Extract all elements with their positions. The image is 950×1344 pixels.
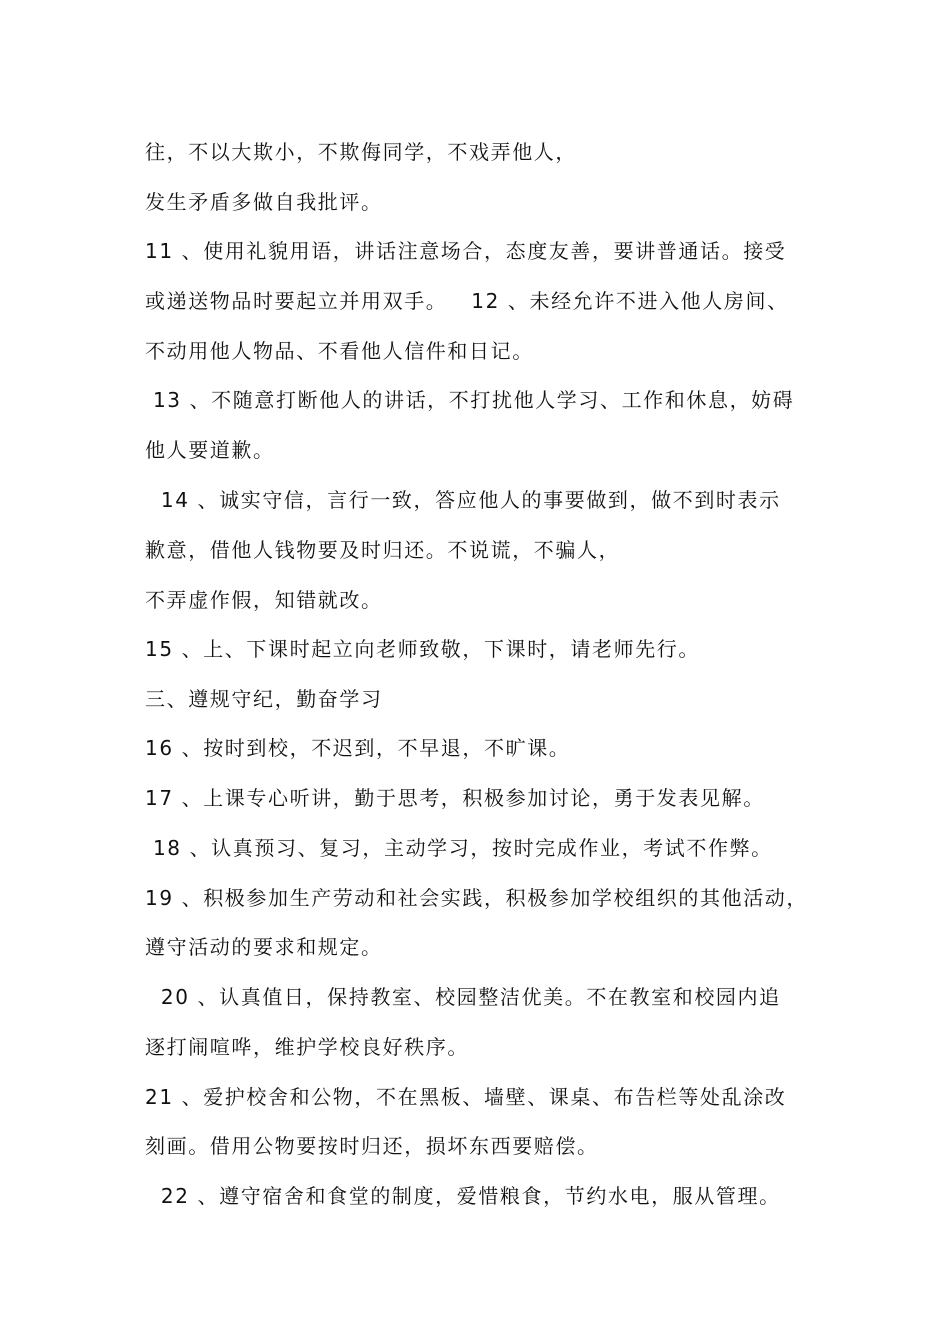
- text-line: 13 、不随意打断他人的讲话，不打扰他人学习、工作和休息，妨碍: [145, 388, 795, 412]
- text-line: 20 、认真值日，保持教室、校园整洁优美。不在教室和校园内追: [145, 985, 781, 1009]
- text-line: 15 、上、下课时起立向老师致敬，下课时，请老师先行。: [145, 637, 701, 661]
- text-line: 他人要道歉。: [145, 438, 275, 462]
- text-line: 逐打闹喧哗，维护学校良好秩序。: [145, 1035, 469, 1059]
- text-line: 16 、按时到校，不迟到，不早退，不旷课。: [145, 736, 571, 760]
- section-heading: 三、遵规守纪，勤奋学习: [145, 687, 383, 711]
- text-line: 发生矛盾多做自我批评。: [145, 190, 383, 214]
- text-line: 遵守活动的要求和规定。: [145, 935, 383, 959]
- text-line: 往，不以大欺小，不欺侮同学，不戏弄他人，: [145, 140, 577, 164]
- text-line: 不弄虚作假，知错就改。: [145, 588, 383, 612]
- text-line: 或递送物品时要起立并用双手。 12 、未经允许不进入他人房间、: [145, 289, 789, 313]
- text-line: 不动用他人物品、不看他人信件和日记。: [145, 339, 534, 363]
- text-line: 歉意，借他人钱物要及时归还。不说谎，不骗人，: [145, 538, 621, 562]
- text-line: 21 、爱护校舍和公物，不在黑板、墙壁、课桌、布告栏等处乱涂改: [145, 1085, 787, 1109]
- text-line: 22 、遵守宿舍和食堂的制度，爱惜粮食，节约水电，服从管理。: [145, 1184, 781, 1208]
- text-line: 17 、上课专心听讲，勤于思考，积极参加讨论，勇于发表见解。: [145, 786, 765, 810]
- text-line: 14 、诚实守信，言行一致，答应他人的事要做到，做不到时表示: [145, 488, 781, 512]
- text-line: 刻画。借用公物要按时归还，损坏东西要赔偿。: [145, 1134, 599, 1158]
- text-line: 18 、认真预习、复习，主动学习，按时完成作业，考试不作弊。: [145, 836, 773, 860]
- text-line: 19 、积极参加生产劳动和社会实践，积极参加学校组织的其他活动，: [145, 886, 809, 910]
- text-line: 11 、使用礼貌用语，讲话注意场合，态度友善，要讲普通话。接受: [145, 239, 787, 263]
